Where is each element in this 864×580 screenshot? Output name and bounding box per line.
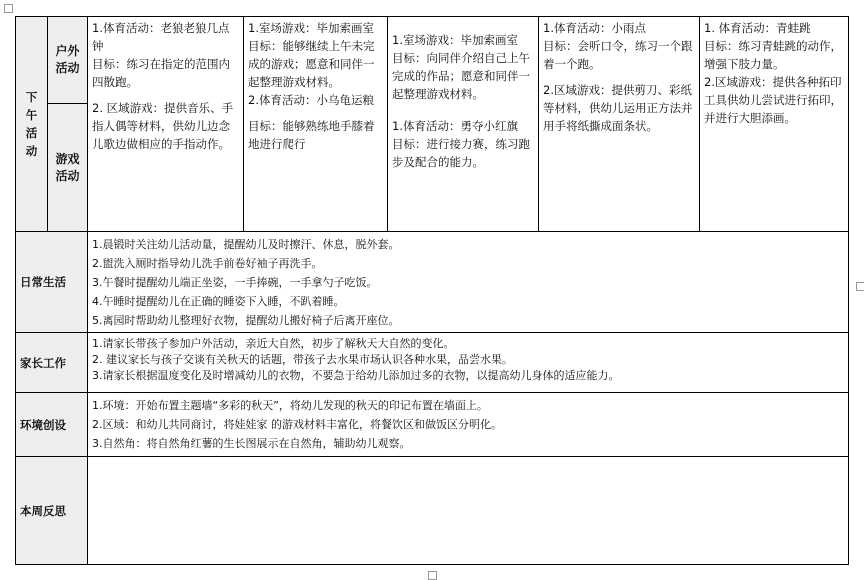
- parents-item: 1.请家长带孩子参加户外活动，亲近大自然，初步了解秋天大自然的变化。: [92, 337, 455, 350]
- tuesday-activity-1: 1.室场游戏：毕加索画室: [248, 21, 374, 35]
- environment-item: 2.区域：和幼儿共同商讨，将娃娃家 的游戏材料丰富化，将餐饮区和做饭区分明化。: [92, 418, 502, 431]
- afternoon-label: 下午活动: [16, 17, 48, 232]
- afternoon-friday: [700, 17, 849, 232]
- daily-life-item: 5.离园时帮助幼儿整理好衣物，提醒幼儿搬好椅子后离开座位。: [92, 314, 400, 327]
- friday-activity-2: 2.区域游戏：提供各种拓印工具供幼儿尝试进行拓印，并进行大胆添画。: [704, 75, 842, 125]
- reflection-label: 本周反思: [16, 457, 88, 565]
- afternoon-row: [16, 17, 849, 232]
- resize-handle-right[interactable]: [856, 282, 864, 291]
- daily-life-item: 1.晨锻时关注幼儿活动量，提醒幼儿及时擦汗、休息，脱外套。: [92, 238, 400, 251]
- wednesday-activity-2: 1.体育活动：勇夺小红旗: [392, 119, 518, 133]
- environment-label: 环境创设: [16, 393, 88, 457]
- environment-content: [88, 393, 849, 457]
- environment-item: 3.自然角：将自然角红薯的生长图展示在自然角，辅助幼儿观察。: [92, 437, 411, 450]
- wednesday-goal-2: 目标：进行接力赛，练习跑步及配合的能力。: [392, 137, 530, 169]
- monday-goal-1: 目标：练习在指定的范围内四散跑。: [92, 57, 230, 89]
- afternoon-sub-labels: [48, 17, 88, 232]
- environment-row: [16, 393, 849, 457]
- resize-handle-bottom[interactable]: [428, 571, 437, 580]
- parents-item: 2. 建议家长与孩子交谈有关秋天的话题，带孩子去水果市场认识各种水果，品尝水果。: [92, 353, 513, 366]
- wednesday-goal-1: 目标：向同伴介绍自己上午完成的作品；愿意和同伴一起整理游戏材料。: [392, 51, 530, 101]
- daily-life-content: [88, 232, 849, 333]
- parents-content: [88, 333, 849, 393]
- afternoon-wednesday: [388, 17, 539, 232]
- monday-activity-1: 1.体育活动：老狼老狼几点钟: [92, 21, 230, 53]
- daily-life-label: 日常生活: [16, 232, 88, 333]
- reflection-content[interactable]: [88, 457, 849, 565]
- parents-row: [16, 333, 849, 393]
- tuesday-goal-1: 目标：能够继续上午未完成的游戏；愿意和同伴一起整理游戏材料。: [248, 39, 375, 89]
- daily-life-item: 4.午睡时提醒幼儿在正确的睡姿下入睡，不趴着睡。: [92, 295, 345, 308]
- daily-life-item: 3.午餐时提醒幼儿端正坐姿，一手捧碗，一手拿勺子吃饭。: [92, 276, 378, 289]
- thursday-activity-2: 2.区域游戏：提供剪刀、彩纸等材料，供幼儿运用正方法并用手将纸撕成面条状。: [543, 83, 693, 133]
- thursday-activity-1: 1.体育活动：小雨点: [543, 21, 646, 35]
- afternoon-monday: [88, 17, 244, 232]
- thursday-goal-1: 目标：会听口令，练习一个跟着一个跑。: [543, 39, 693, 71]
- game-activity-label: 游戏活动: [55, 151, 80, 183]
- daily-life-row: [16, 232, 849, 333]
- environment-item: 1.环境：开始布置主题墙“多彩的秋天”，将幼儿发现的秋天的印记布置在墙面上。: [92, 399, 488, 412]
- daily-life-item: 2.盥洗入厕时指导幼儿洗手前卷好袖子再洗手。: [92, 257, 323, 270]
- parents-label: 家长工作: [16, 333, 88, 393]
- resize-handle-top-left[interactable]: [4, 4, 13, 13]
- weekly-plan-table: [15, 16, 849, 565]
- friday-goal-1: 目标：练习青蛙跳的动作，增强下肢力量。: [704, 39, 842, 71]
- monday-activity-2: 2. 区域游戏：提供音乐、手指人偶等材料，供幼儿边念儿歌边做相应的手指动作。: [92, 101, 234, 151]
- afternoon-tuesday: [244, 17, 388, 232]
- friday-activity-1: 1. 体育活动：青蛙跳: [704, 21, 811, 35]
- reflection-row: [16, 457, 849, 565]
- outdoor-activity-label: 户外活动: [48, 17, 87, 104]
- wednesday-activity-1: 1.室场游戏：毕加索画室: [392, 33, 518, 47]
- afternoon-thursday: [539, 17, 700, 232]
- tuesday-activity-2: 2.体育活动：小乌龟运粮: [248, 93, 374, 107]
- parents-item: 3.请家长根据温度变化及时增减幼儿的衣物，不要急于给幼儿添加过多的衣物，以提高幼儿身体的适应能力。: [92, 369, 620, 382]
- tuesday-goal-2: 目标：能够熟练地手膝着地进行爬行: [248, 119, 375, 151]
